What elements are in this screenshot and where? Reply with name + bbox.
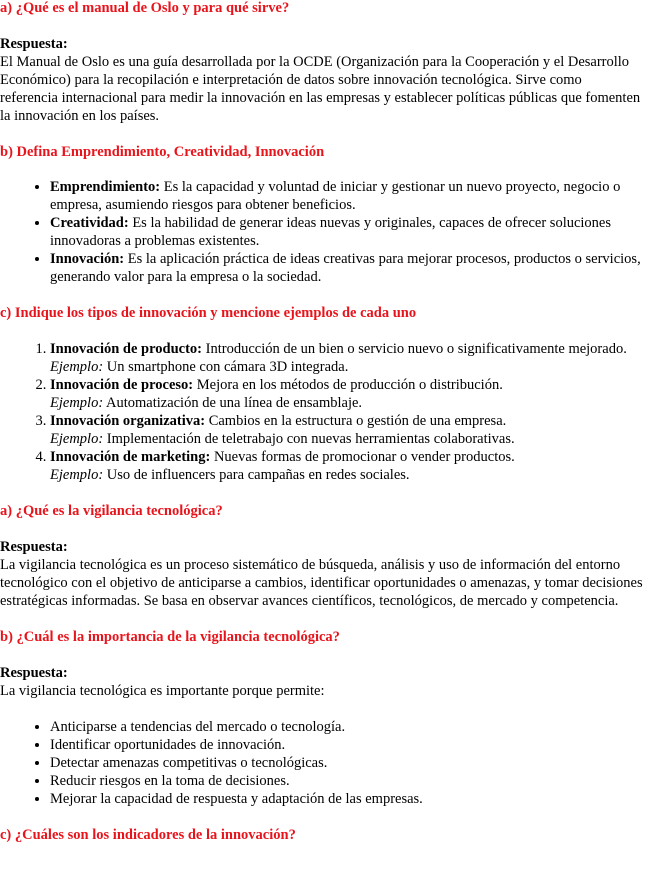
definition: Es la habilidad de generar ideas nuevas y originales, capaces de ofrecer soluciones innovadoras a problemas existentes.: [50, 215, 612, 249]
term: Innovación organizativa:: [50, 413, 206, 429]
section-heading: a) ¿Qué es el manual de Oslo y para qué sirve?: [0, 0, 290, 16]
definitions-list: [0, 178, 643, 286]
section-heading: c) Indique los tipos de innovación y mencione ejemplos de cada uno: [0, 305, 417, 321]
example-text: Uso de influencers para campañas en redes sociales.: [103, 467, 410, 483]
term: Innovación:: [50, 251, 125, 267]
list-item: • Mejorar la capacidad de respuesta y adaptación de las empresas.: [50, 790, 643, 808]
list-item: • Detectar amenazas competitivas o tecnológicas.: [50, 754, 643, 772]
list-item: • Anticiparse a tendencias del mercado o tecnología.: [50, 718, 643, 736]
term: Creatividad:: [50, 215, 129, 231]
answer-text: El Manual de Oslo es una guía desarrollada por la OCDE (Organización para la Cooperación y el Desarrollo Económico) para la recopilación e interpretación de datos sobre innovación tecnológica. Sirve como referencia internacional para medir la innovación en las empresas y establecer políticas públicas que fomenten la innovación en los países.: [0, 54, 641, 124]
example-text: Implementación de teletrabajo con nuevas herramientas colaborativas.: [103, 431, 515, 447]
section-heading: a) ¿Qué es la vigilancia tecnológica?: [0, 503, 223, 519]
term: Innovación de marketing:: [50, 449, 211, 465]
section-heading: c) ¿Cuáles son los indicadores de la innovación?: [0, 827, 296, 843]
term: Emprendimiento:: [50, 179, 161, 195]
description: Introducción de un bien o servicio nuevo o significativamente mejorado.: [202, 341, 627, 357]
list-item: [50, 340, 643, 376]
example-label: Ejemplo:: [50, 467, 104, 483]
example-label: Ejemplo:: [50, 395, 104, 411]
answer-label: Respuesta:: [0, 665, 68, 681]
example-label: Ejemplo:: [50, 359, 104, 375]
list-item: • Identificar oportunidades de innovación.: [50, 736, 643, 754]
importance-list: [0, 718, 643, 808]
list-item: [50, 376, 643, 412]
definition: Es la capacidad y voluntad de iniciar y gestionar un nuevo proyecto, negocio o empresa, asumiendo riesgos para obtener beneficios.: [50, 179, 621, 213]
answer-text: La vigilancia tecnológica es importante porque permite:: [0, 683, 325, 699]
section-heading: b) ¿Cuál es la importancia de la vigilancia tecnológica?: [0, 629, 340, 645]
list-item: [50, 412, 643, 448]
section-heading: b) Defina Emprendimiento, Creatividad, Innovación: [0, 144, 325, 160]
term: Innovación de producto:: [50, 341, 203, 357]
term: Innovación de proceso:: [50, 377, 194, 393]
list-item: [50, 250, 643, 286]
description: Nuevas formas de promocionar o vender productos.: [210, 449, 515, 465]
list-item: [50, 178, 643, 214]
description: Cambios en la estructura o gestión de una empresa.: [205, 413, 507, 429]
definition: Es la aplicación práctica de ideas creativas para mejorar procesos, productos o servicios, generando valor para la empresa o la sociedad.: [50, 251, 641, 285]
list-item: [50, 448, 643, 484]
description: Mejora en los métodos de producción o distribución.: [193, 377, 503, 393]
answer-label: Respuesta:: [0, 539, 68, 555]
example-label: Ejemplo:: [50, 431, 104, 447]
answer-text: La vigilancia tecnológica es un proceso sistemático de búsqueda, análisis y uso de información del entorno tecnológico con el objetivo de anticiparse a cambios, identificar oportunidades o amenazas, y tomar decisiones estratégicas informadas. Se basa en observar avances científicos, tecnológicos, de mercado y competencia.: [0, 557, 643, 609]
example-text: Automatización de una línea de ensamblaje.: [103, 395, 363, 411]
list-item: • Reducir riesgos en la toma de decisiones.: [50, 772, 643, 790]
answer-label: Respuesta:: [0, 36, 68, 52]
example-text: Un smartphone con cámara 3D integrada.: [103, 359, 349, 375]
list-item: [50, 214, 643, 250]
innovation-types-list: [0, 340, 643, 484]
